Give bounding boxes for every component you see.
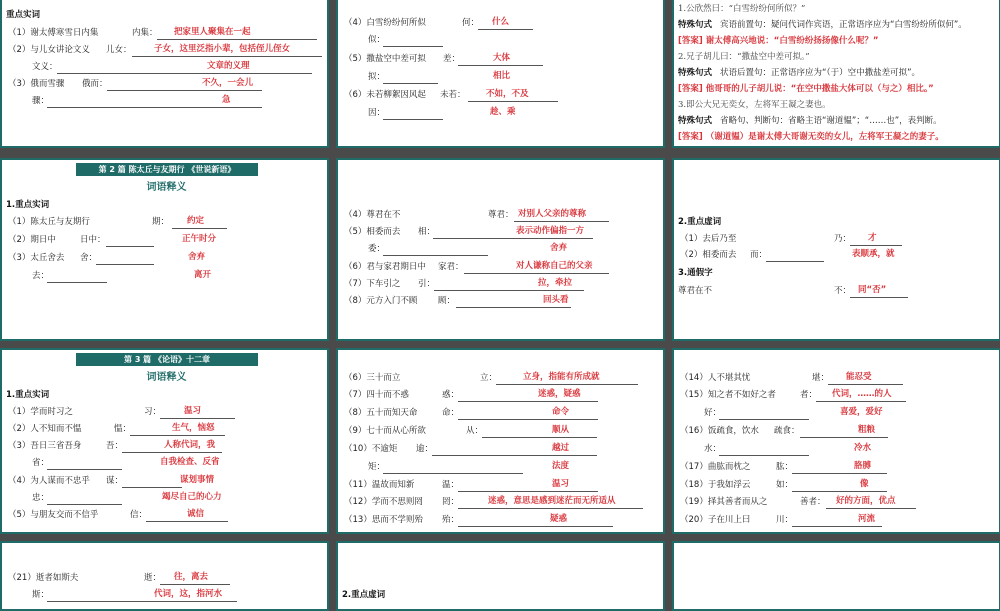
answer: 温习: [552, 479, 570, 489]
item-term: 俄而：: [82, 79, 108, 89]
item-term: 尊君：: [488, 210, 514, 220]
item-term: 逝：: [144, 573, 162, 583]
answer-line: [478, 29, 533, 30]
chapter-banner: 第 3 篇 《论语》十二章: [76, 353, 258, 366]
item-term: 乃：: [834, 234, 852, 244]
item-term: 未若：: [440, 90, 466, 100]
answer: 舍弃: [550, 243, 568, 253]
answer-line: [157, 39, 317, 40]
answer-line: [106, 246, 154, 247]
item-term: 拟：: [368, 72, 386, 82]
answer-line: [122, 452, 222, 453]
answer: 正午时分: [182, 234, 217, 244]
answer: 竭尽自己的心力: [162, 492, 222, 502]
item-text: （2）期日中: [8, 235, 56, 245]
answer-line: [47, 504, 122, 505]
answer-line: [160, 418, 235, 419]
slide-4: [0, 158, 329, 341]
item-text: （8）五十而知天命: [344, 408, 418, 418]
answer-line: [433, 238, 593, 239]
answer-line: [458, 65, 543, 66]
answer-line: [496, 384, 638, 385]
answer: 诚信: [187, 509, 205, 519]
answer: 好的方面，优点: [836, 496, 896, 506]
item-term: 信：: [130, 510, 148, 520]
item-text: （6）君与家君期日中: [344, 262, 426, 272]
item-term: 日中：: [80, 235, 106, 245]
answer: [答案] 谢太傅高兴地说：“白雪纷纷扬扬像什么呢？”: [678, 36, 879, 46]
item-text: （5）撒盐空中差可拟: [344, 54, 426, 64]
answer: 子女，这里泛指小辈，包括侄儿侄女: [154, 44, 291, 54]
answer-line: [57, 73, 312, 74]
slide-9: [672, 348, 1000, 534]
item-term: 何：: [462, 18, 480, 28]
item-text: （2）与儿女讲论文义: [8, 45, 90, 55]
item-term: 矩：: [368, 462, 386, 472]
item-text: （4）白雪纷纷何所似: [344, 18, 426, 28]
slide-10: [0, 541, 329, 611]
answer-line: [792, 526, 882, 527]
item-term: 引：: [418, 279, 436, 289]
item-term: 儿女：: [106, 45, 132, 55]
item-text: （2）相委而去: [680, 250, 737, 260]
item-text: （7）下车引之: [344, 279, 401, 289]
answer: 命令: [552, 407, 570, 417]
item-term: 罔：: [442, 497, 460, 507]
item-term: 骤：: [32, 96, 50, 106]
item-term: 省：: [32, 458, 50, 468]
answer-line: [792, 491, 887, 492]
answer-line: [47, 601, 237, 602]
slide-12: [672, 541, 1000, 611]
answer-line: [47, 282, 107, 283]
answer: 越过: [552, 443, 570, 453]
section-title: 词语释义: [146, 372, 187, 383]
answer-line: [160, 584, 230, 585]
item-term: 水：: [704, 444, 722, 454]
item-text: （13）思而不学则殆: [344, 515, 423, 525]
answer-line: [458, 401, 598, 402]
answer: 喜爱，爱好: [840, 407, 883, 417]
item-term: 因：: [368, 108, 386, 118]
section-header: 重点实词: [6, 10, 41, 20]
item-text: （1）学而时习之: [8, 407, 73, 417]
section-header: 1.重点实词: [6, 390, 50, 400]
item-term: 舍：: [80, 253, 98, 263]
answer: 不久，一会儿: [202, 78, 254, 88]
answer-line: [458, 419, 598, 420]
answer-line: [383, 83, 438, 84]
answer: 表顺承，就: [852, 249, 895, 259]
answer: 急: [222, 95, 231, 105]
answer: 大体: [493, 53, 511, 63]
answer: 不如，不及: [486, 89, 529, 99]
item-text: （3）俄而雪骤: [8, 79, 65, 89]
answer: 文章的义理: [207, 61, 250, 71]
item-text: （20）子在川上曰: [680, 515, 751, 525]
item-text: （3）吾日三省吾身: [8, 441, 82, 451]
answer: 生气，恼怒: [172, 423, 215, 433]
answer-line: [850, 297, 908, 298]
item-term: 愠：: [114, 424, 132, 434]
answer: 把家里人聚集在一起: [174, 27, 251, 37]
answer-line: [816, 401, 906, 402]
answer: 温习: [184, 406, 202, 416]
item-text: （4）为人谋而不忠乎: [8, 476, 90, 486]
answer: 顺从: [552, 425, 570, 435]
item-text: （8）元方入门不顾: [344, 296, 418, 306]
answer: 往，离去: [174, 572, 209, 582]
item-text: 尊君在不: [678, 286, 713, 296]
answer-line: [146, 521, 228, 522]
answer-line: [432, 455, 597, 456]
answer-line: [792, 473, 887, 474]
answer: 粗粮: [858, 425, 876, 435]
explanation: 宾语前置句：疑问代词作宾语，正常语序应为“白雪纷纷所似何”。: [720, 20, 967, 30]
item-term: 差：: [443, 54, 461, 64]
answer-line: [458, 508, 643, 509]
item-term: 如：: [776, 480, 794, 490]
answer: 胳膊: [854, 461, 872, 471]
answer: 什么: [492, 17, 510, 27]
section-header: 2.重点虚词: [678, 217, 722, 227]
item-text: （6）三十而立: [344, 373, 401, 383]
answer: 趁、乘: [490, 107, 516, 117]
answer: 表示动作偏指一方: [516, 226, 585, 236]
answer-line: [719, 455, 809, 456]
slide-11: [336, 541, 665, 611]
answer: [答案] 他哥哥的儿子胡儿说：“在空中撒盐大体可以（与之）相比。”: [678, 84, 934, 94]
answer: 谋划事情: [180, 475, 215, 485]
item-term: 好：: [704, 408, 722, 418]
answer-line: [458, 526, 613, 527]
item-text: （5）与朋友交而不信乎: [8, 510, 99, 520]
answer-line: [468, 101, 558, 102]
item-term: 逾：: [416, 444, 434, 454]
item-text: （1）谢太傅寒雪日内集: [8, 28, 99, 38]
item-term: 而：: [750, 250, 768, 260]
item-term: 者：: [800, 390, 818, 400]
answer: 舍弃: [188, 252, 206, 262]
answer-line: [107, 90, 262, 91]
item-text: （11）温故而知新: [344, 480, 415, 490]
item-term: 川：: [776, 515, 794, 525]
item-term: 忠：: [32, 493, 50, 503]
item-term: 从：: [466, 426, 484, 436]
item-term: 相：: [418, 227, 436, 237]
item-text: （6）未若柳絮因风起: [344, 90, 426, 100]
answer-line: [47, 107, 262, 108]
answer-line: [383, 46, 443, 47]
answer-line: [434, 290, 584, 291]
answer-line: [826, 508, 916, 509]
item-text: （7）四十而不惑: [344, 390, 409, 400]
slide-3: [672, 0, 1000, 148]
explanation: 省略句、判断句：省略主语“谢道韫”；“……也”，表判断。: [720, 116, 942, 126]
item-term: 善者：: [800, 497, 826, 507]
answer: 能忍受: [846, 372, 872, 382]
answer-line: [172, 228, 227, 229]
answer-line: [383, 119, 443, 120]
answer-line: [719, 419, 809, 420]
answer: 迷惑，疑惑: [538, 389, 581, 399]
explanation: 状语后置句：正常语序应为“（于）空中撒盐差可拟”。: [720, 68, 921, 78]
answer: 相比: [493, 71, 511, 81]
answer-line: [47, 469, 122, 470]
item-term: 期：: [152, 217, 170, 227]
answer: 约定: [187, 216, 205, 226]
slide-6: [672, 158, 1000, 341]
answer-line: [464, 273, 609, 274]
answer: 对别人父亲的尊称: [518, 209, 587, 219]
answer: 疑惑: [550, 514, 568, 524]
answer-line: [766, 261, 824, 262]
item-term: 疏食：: [774, 426, 800, 436]
sentence: 3.即公大兄无奕女，左将军王凝之妻也。: [678, 100, 831, 110]
item-term: 立：: [480, 373, 498, 383]
slide-8: [336, 348, 665, 534]
section-header: 2.重点虚词: [342, 590, 386, 600]
item-text: （17）曲肱而枕之: [680, 462, 751, 472]
item-term: 堪：: [812, 373, 830, 383]
answer: 冷水: [854, 443, 872, 453]
item-text: （21）逝者如斯夫: [8, 573, 79, 583]
item-text: （2）人不知而不愠: [8, 424, 82, 434]
answer-line: [130, 435, 225, 436]
answer-line: [514, 221, 609, 222]
item-text: （18）于我如浮云: [680, 480, 751, 490]
item-term: 谋：: [106, 476, 124, 486]
item-term: 习：: [144, 407, 162, 417]
answer: 对人谦称自己的父亲: [516, 261, 593, 271]
slide-5: [336, 158, 665, 341]
slide-2: [336, 0, 665, 148]
item-term: 殆：: [442, 515, 460, 525]
item-term: 似：: [368, 35, 386, 45]
answer-line: [456, 307, 571, 308]
item-term: 顾：: [438, 296, 456, 306]
answer-line: [383, 473, 523, 474]
item-term: 家君：: [438, 262, 464, 272]
answer-line: [383, 255, 488, 256]
chapter-banner: 第 2 篇 陈太丘与友期行 《世说新语》: [76, 163, 258, 176]
item-term: 斯：: [32, 590, 50, 600]
answer: 离开: [194, 270, 212, 280]
item-term: 命：: [442, 408, 460, 418]
item-text: （4）尊君在不: [344, 210, 401, 220]
answer: 代词，这，指河水: [154, 589, 223, 599]
answer: 自我检查、反省: [160, 457, 220, 467]
item-text: （15）知之者不如好之者: [680, 390, 776, 400]
answer: 像: [860, 479, 869, 489]
label-special-syntax: 特殊句式: [678, 116, 713, 126]
answer-line: [828, 384, 903, 385]
sentence: 1.公欣然曰：“白雪纷纷何所似？”: [678, 4, 806, 14]
item-text: （3）太丘舍去: [8, 253, 65, 263]
item-text: （1）去后乃至: [680, 234, 737, 244]
answer-line: [482, 437, 597, 438]
answer: 拉，牵拉: [538, 278, 573, 288]
answer: 法度: [552, 461, 570, 471]
section-title: 词语释义: [146, 182, 187, 193]
answer: [答案] （谢道韫）是谢太傅大哥谢无奕的女儿，左将军王凝之的妻子。: [678, 132, 944, 142]
item-term: 不：: [834, 286, 852, 296]
item-term: 吾：: [106, 441, 124, 451]
answer-line: [122, 487, 182, 488]
answer: 同“否”: [858, 285, 887, 295]
item-text: （10）不逾矩: [344, 444, 398, 454]
item-text: （5）相委而去: [344, 227, 401, 237]
item-term: 去：: [32, 271, 50, 281]
item-text: （12）学而不思则罔: [344, 497, 423, 507]
answer-line: [850, 245, 902, 246]
item-term: 惑：: [442, 390, 460, 400]
item-text: （1）陈太丘与友期行: [8, 217, 90, 227]
label-special-syntax: 特殊句式: [678, 68, 713, 78]
item-term: 委：: [368, 244, 386, 254]
answer: 迷惑，意思是感到迷茫而无所适从: [488, 496, 616, 506]
answer: 才: [868, 233, 877, 243]
item-text: （14）人不堪其忧: [680, 373, 751, 383]
label-special-syntax: 特殊句式: [678, 20, 713, 30]
item-text: （9）七十而从心所欲: [344, 426, 426, 436]
slide-1: [0, 0, 329, 148]
sentence: 2.兄子胡儿曰：“撒盐空中差可拟。”: [678, 52, 810, 62]
section-header: 3.通假字: [678, 268, 713, 278]
answer: 立身，指能有所成就: [523, 372, 600, 382]
answer-line: [800, 437, 888, 438]
answer-line: [96, 264, 154, 265]
answer: 代词，……的人: [832, 389, 892, 399]
answer: 回头看: [543, 295, 569, 305]
item-term: 温：: [442, 480, 460, 490]
section-header: 1.重点实词: [6, 200, 50, 210]
item-term: 文义：: [32, 62, 58, 72]
item-text: （16）饭疏食，饮水: [680, 426, 759, 436]
answer-line: [458, 491, 598, 492]
answer: 河流: [858, 514, 876, 524]
item-text: （19）择其善者而从之: [680, 497, 768, 507]
item-term: 内集：: [132, 28, 158, 38]
slide-7: [0, 348, 329, 534]
item-term: 肱：: [776, 462, 794, 472]
answer-line: [132, 56, 322, 57]
answer: 人称代词，我: [164, 440, 216, 450]
